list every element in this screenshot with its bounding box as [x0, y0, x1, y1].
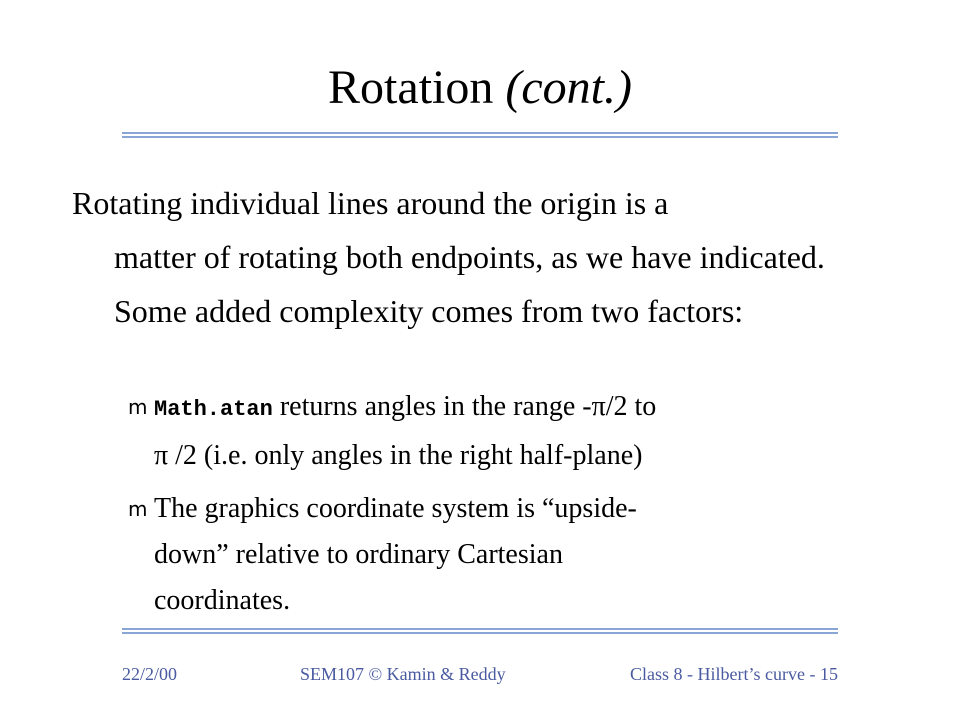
bullet-1-line-1: [154, 384, 868, 433]
bullet-1-text-line-2: π /2 (i.e. only angles in the right half-plane): [154, 440, 643, 471]
slide-title: [0, 58, 960, 118]
bottom-divider: [122, 628, 838, 634]
code-math-atan: Math.atan: [154, 397, 273, 422]
paragraph-line-1: Rotating individual lines around the origin is a: [72, 185, 669, 221]
bullet-marker-icon: m: [128, 497, 148, 521]
footer-course: SEM107 © Kamin & Reddy: [300, 664, 506, 684]
slide-title-sub: (cont.): [505, 61, 632, 114]
slide-title-main: Rotation: [328, 61, 494, 114]
bullet-2-text-line-2: down” relative to ordinary Cartesian: [154, 539, 563, 570]
footer-class-info: Class 8 - Hilbert’s curve - 15: [630, 664, 838, 684]
bullet-item-2: [128, 486, 868, 624]
footer-date: 22/2/00: [122, 664, 178, 684]
bullet-2-text-line-3: coordinates.: [154, 585, 291, 616]
bullet-marker-icon: m: [128, 395, 148, 419]
paragraph-rest: matter of rotating both endpoints, as we have indicated. Some added complexity comes from two factors:: [114, 239, 825, 329]
bullet-content-2: [128, 486, 868, 624]
bullet-2-text-line-1: The graphics coordinate system is “upside-: [154, 493, 637, 524]
body-paragraph: [72, 176, 892, 338]
bullet-item-1: [128, 384, 868, 479]
top-divider: [122, 132, 838, 138]
bullet-content-1: [128, 384, 868, 479]
bullet-1-text-line-1: returns angles in the range -π/2 to: [272, 391, 657, 422]
